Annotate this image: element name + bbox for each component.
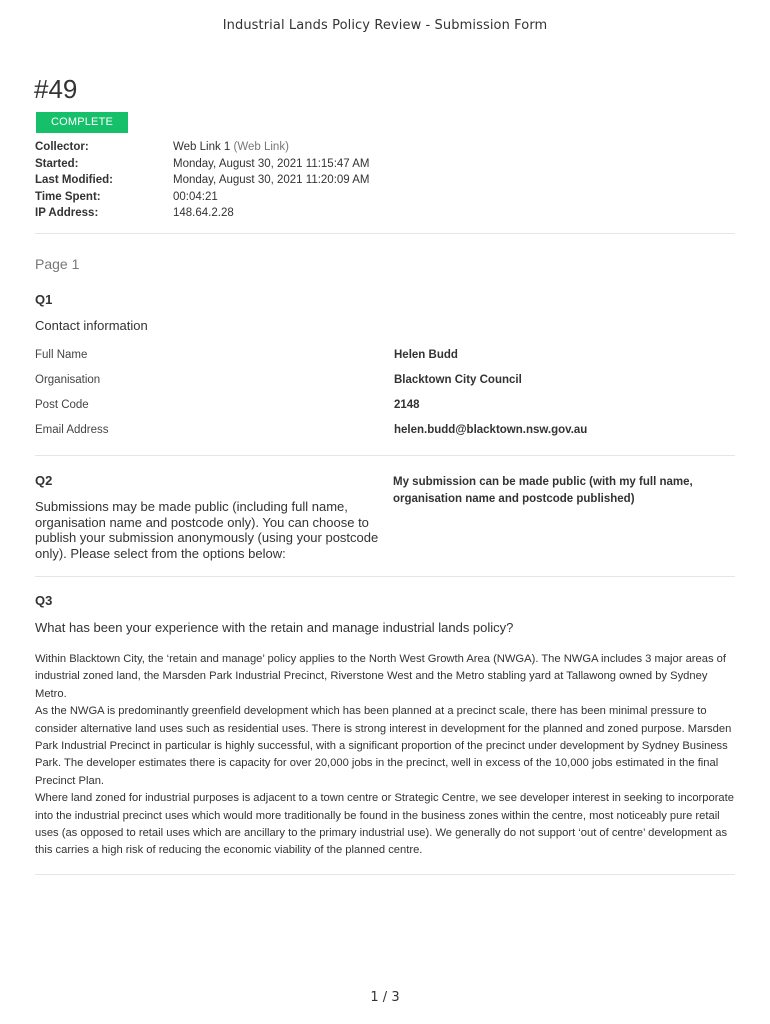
divider bbox=[35, 576, 735, 577]
answer-paragraph: Where land zoned for industrial purposes is adjacent to a town centre or Strategic Centre, we see developer interest in seeking to incorporate into the industrial precinct uses which would more traditionally be found in the business zones within the centre, most noticeably pure retail uses (as opposed to retail uses which are ancillary to the primary industrial use). We generally do not support ‘out of centre’ development as this carries a high risk of reducing the economic viability of the planned centre. bbox=[35, 792, 734, 857]
response-number: #49 bbox=[34, 74, 78, 104]
meta-row-started bbox=[35, 156, 735, 173]
meta-value: Monday, August 30, 2021 11:20:09 AM bbox=[173, 174, 370, 187]
meta-value bbox=[173, 139, 289, 156]
page-label: Page 1 bbox=[35, 256, 80, 272]
question-text-q3: What has been your experience with the retain and manage industrial lands policy? bbox=[35, 620, 514, 635]
meta-label: Started: bbox=[35, 157, 79, 170]
contact-row-organisation bbox=[35, 374, 735, 386]
meta-value: 00:04:21 bbox=[173, 190, 218, 203]
answer-q3 bbox=[35, 651, 737, 860]
meta-label: Last Modified: bbox=[35, 174, 113, 187]
meta-row-ip-address bbox=[35, 205, 735, 222]
field-label: Email Address bbox=[35, 424, 109, 436]
collector-name: Web Link 1 bbox=[173, 141, 231, 153]
collector-type: (Web Link) bbox=[230, 141, 289, 153]
divider bbox=[35, 455, 735, 456]
field-label: Full Name bbox=[35, 349, 88, 361]
response-metadata bbox=[35, 139, 735, 222]
contact-row-full-name bbox=[35, 349, 735, 361]
field-value: Blacktown City Council bbox=[394, 374, 522, 386]
field-value: helen.budd@blacktown.nsw.gov.au bbox=[394, 424, 588, 436]
meta-value: 148.64.2.28 bbox=[173, 207, 234, 220]
contact-row-email bbox=[35, 424, 735, 436]
meta-row-time-spent bbox=[35, 189, 735, 206]
document-title: Industrial Lands Policy Review - Submission Form bbox=[222, 18, 548, 33]
question-number-q3: Q3 bbox=[35, 593, 53, 608]
question-number-q2: Q2 bbox=[35, 473, 53, 488]
answer-q2: My submission can be made public (with my full name, organisation name and postcode published) bbox=[393, 476, 693, 505]
question-text-q2: Submissions may be made public (including full name, organisation name and postcode only). You can choose to publish your submission anonymously (using your postcode only). Please select from the options below: bbox=[35, 499, 379, 561]
field-value: Helen Budd bbox=[394, 349, 458, 361]
meta-value: Monday, August 30, 2021 11:15:47 AM bbox=[173, 157, 370, 170]
question-text-q1: Contact information bbox=[35, 318, 148, 333]
page-indicator: 1 / 3 bbox=[370, 990, 400, 1005]
answer-paragraph: As the NWGA is predominantly greenfield development which has been planned at a precinct scale, there has been minimal pressure to consider alternative land uses such as residential uses. There is strong interest in development for the planned and zoned purpose. Marsden Park Industrial Precinct in particular is highly successful, with a significant proportion of the precinct under development by Sydney Business Park. The developer estimates there is capacity for over 20,000 jobs in the precinct, well in excess of the 10,000 jobs estimated in the final Precinct Plan. bbox=[35, 705, 732, 787]
divider bbox=[35, 874, 735, 875]
meta-label: Time Spent: bbox=[35, 190, 101, 203]
answer-paragraph: Within Blacktown City, the ‘retain and manage’ policy applies to the North West Growth Area (NWGA). The NWGA includes 3 major areas of industrial zoned land, the Marsden Park Industrial Precinct, Riverstone West and the Metro stabling yard at Tallawong owned by Sydney Metro. bbox=[35, 653, 727, 700]
meta-row-last-modified bbox=[35, 172, 735, 189]
meta-label: Collector: bbox=[35, 141, 89, 153]
field-label: Post Code bbox=[35, 399, 89, 411]
meta-row-collector bbox=[35, 139, 735, 156]
question-number-q1: Q1 bbox=[35, 292, 53, 307]
divider bbox=[35, 233, 735, 234]
field-value: 2148 bbox=[394, 399, 420, 411]
field-label: Organisation bbox=[35, 374, 101, 386]
contact-row-post-code bbox=[35, 399, 735, 411]
status-badge: COMPLETE bbox=[36, 112, 128, 133]
meta-label: IP Address: bbox=[35, 207, 99, 220]
